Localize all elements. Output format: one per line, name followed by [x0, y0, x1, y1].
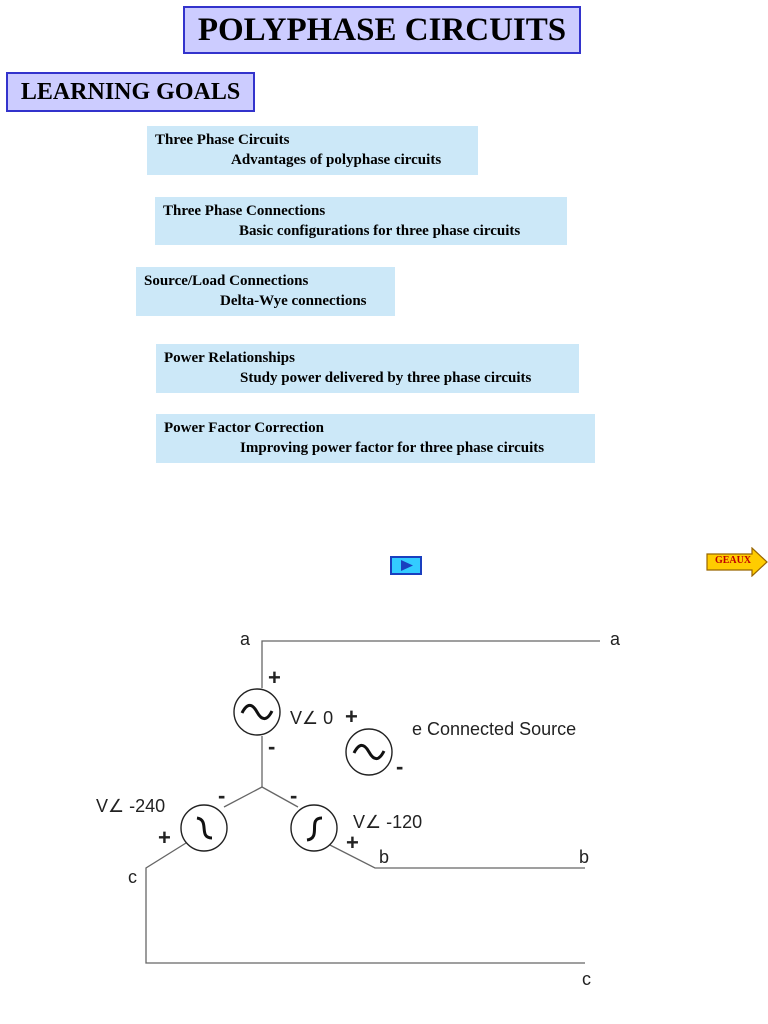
goal-item[interactable] — [156, 344, 579, 393]
source-b-plus: + — [346, 830, 359, 855]
goal-item[interactable] — [147, 126, 478, 175]
source-c-minus: - — [218, 783, 226, 808]
goal-heading: Three Phase Connections — [163, 203, 326, 219]
next-button-label: GEAUX — [714, 555, 752, 566]
goal-detail: Delta-Wye connections — [220, 293, 367, 309]
wire-c-upper — [224, 787, 262, 807]
source-a-label: V∠ 0 — [290, 708, 334, 728]
goal-detail: Basic configurations for three phase circuits — [239, 223, 521, 239]
goal-heading: Source/Load Connections — [144, 273, 309, 289]
node-b-right: b — [579, 847, 590, 867]
source-b-minus: - — [290, 783, 298, 808]
wye-source-diagram — [0, 600, 768, 1024]
wire-a — [262, 641, 600, 688]
goal-item[interactable] — [156, 414, 595, 463]
page-title: POLYPHASE CIRCUITS — [183, 6, 581, 54]
wire-b — [326, 843, 585, 868]
play-icon — [392, 558, 420, 573]
section-title: LEARNING GOALS — [6, 72, 255, 112]
next-button[interactable] — [706, 547, 768, 577]
legend-plus: + — [345, 704, 358, 729]
goal-item[interactable] — [136, 267, 395, 316]
legend-text: e Connected Source — [412, 719, 577, 739]
wire-c — [146, 843, 585, 963]
node-a-left: a — [240, 629, 251, 649]
goal-item[interactable] — [155, 197, 567, 245]
source-c-plus: + — [158, 825, 171, 850]
goal-heading: Three Phase Circuits — [155, 132, 290, 148]
source-b-label: V∠ -120 — [353, 812, 423, 832]
goal-heading: Power Relationships — [164, 350, 295, 366]
goal-detail: Advantages of polyphase circuits — [231, 152, 442, 168]
legend-minus: - — [396, 754, 404, 779]
goal-detail: Study power delivered by three phase circuits — [240, 370, 532, 386]
node-c-left: c — [128, 867, 137, 887]
node-c-right: c — [582, 969, 591, 989]
goal-heading: Power Factor Correction — [164, 420, 324, 436]
goal-detail: Improving power factor for three phase circuits — [240, 440, 545, 456]
source-c-label: V∠ -240 — [96, 796, 166, 816]
source-a-plus: + — [268, 665, 281, 690]
node-a-right: a — [610, 629, 621, 649]
node-b-left: b — [379, 847, 390, 867]
play-button[interactable] — [390, 556, 422, 575]
source-a-minus: - — [268, 734, 276, 759]
